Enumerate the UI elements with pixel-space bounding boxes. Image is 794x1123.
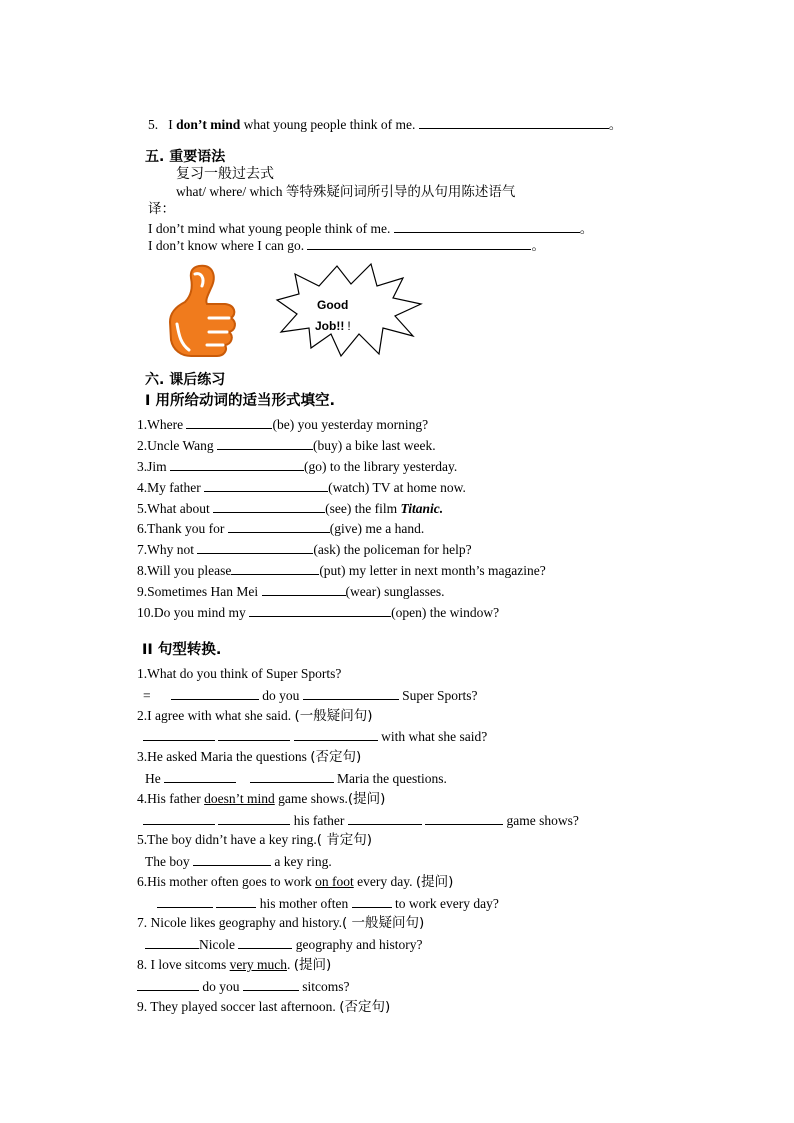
exercise-item-8: 8.Will you please (put) my letter in next month’s magazine? [137,563,546,578]
answer-blank[interactable] [419,116,609,129]
part2-title: II 句型转换. [142,642,222,658]
transform-9: 9. They played soccer last afternoon. (否定句) [137,999,391,1015]
exercise-item-2: 2.Uncle Wang (buy) a bike last week. [137,438,436,453]
transform-7: 7. Nicole likes geography and history.( 一般疑问句) [137,915,425,931]
answer-blank[interactable] [204,479,328,492]
vocab-sentence-5: 5. I don’t mind what young people think of me. 。 [148,117,623,132]
transform-8-answer: do you sitcoms? [137,978,350,995]
answer-blank[interactable] [145,936,199,949]
answer-blank[interactable] [217,437,313,450]
exercise-item-9: 9.Sometimes Han Mei (wear) sunglasses. [137,584,445,599]
transform-8: 8. I love sitcoms very much. (提问) [137,957,332,973]
answer-blank[interactable] [143,728,215,741]
grammar-sentence-2: I don’t know where I can go. 。 [148,238,545,253]
exercise-item-4: 4.My father (watch) TV at home now. [137,480,466,495]
answer-blank[interactable] [348,812,422,825]
answer-blank[interactable] [303,687,399,700]
transform-6-answer: his mother often to work every day? [157,895,499,912]
answer-blank[interactable] [243,978,299,991]
answer-blank[interactable] [307,237,531,250]
exercise-item-5: 5.What about (see) the film Titanic. [137,501,444,516]
transform-3-answer: He Maria the questions. [145,771,447,786]
transform-2-answer: with what she said? [143,728,487,745]
exercise-item-7: 7.Why not (ask) the policeman for help? [137,542,472,557]
practice-heading: 六. 课后练习 [145,372,226,388]
transform-2: 2.I agree with what she said. (一般疑问句) [137,708,373,724]
badge-line2: Job!! ! [315,319,351,333]
answer-blank[interactable] [250,770,334,783]
transform-5: 5.The boy didn’t have a key ring.( 肯定句) [137,832,373,848]
transform-7-answer: Nicole geography and history? [145,936,422,953]
transform-1: 1.What do you think of Super Sports? [137,666,342,681]
answer-blank[interactable] [218,728,290,741]
answer-blank[interactable] [164,770,236,783]
badge-line1: Good [317,298,349,312]
answer-blank[interactable] [238,936,292,949]
exercise-item-1: 1.Where (be) you yesterday morning? [137,417,429,432]
answer-blank[interactable] [186,416,272,429]
thumbs-up-icon [165,262,241,360]
transform-4-answer: his father game shows? [143,812,579,829]
answer-blank[interactable] [425,812,503,825]
grammar-sentence-1: I don’t mind what young people think of me. 。 [148,221,594,236]
grammar-heading: 五. 重要语法 [145,149,226,165]
part1-title: I 用所给动词的适当形式填空. [145,393,335,409]
answer-blank[interactable] [294,728,378,741]
answer-blank[interactable] [231,562,319,575]
exercise-item-6: 6.Thank you for (give) me a hand. [137,521,425,536]
answer-blank[interactable] [262,583,346,596]
translate-label: 译： [148,201,175,217]
answer-blank[interactable] [197,541,313,554]
answer-blank[interactable] [216,895,256,908]
exercise-item-10: 10.Do you mind my (open) the window? [137,605,500,620]
transform-1-answer: = do you Super Sports? [143,688,478,703]
good-job-badge [275,262,423,358]
answer-blank[interactable] [249,604,391,617]
answer-blank[interactable] [352,895,392,908]
answer-blank[interactable] [213,500,325,513]
transform-5-answer: The boy a key ring. [145,854,332,869]
grammar-sub2: what/ where/ which 等特殊疑问词所引导的从句用陈述语气 [176,184,516,199]
answer-blank[interactable] [193,853,271,866]
answer-blank[interactable] [171,687,259,700]
answer-blank[interactable] [143,812,215,825]
answer-blank[interactable] [218,812,290,825]
transform-3: 3.He asked Maria the questions (否定句) [137,749,362,765]
answer-blank[interactable] [394,220,580,233]
answer-blank[interactable] [137,978,199,991]
exercise-item-3: 3.Jim (go) to the library yesterday. [137,459,458,474]
grammar-sub1: 复习一般过去式 [176,166,274,182]
answer-blank[interactable] [228,520,330,533]
transform-4: 4.His father doesn’t mind game shows.(提问) [137,791,386,807]
answer-blank[interactable] [170,458,304,471]
answer-blank[interactable] [157,895,213,908]
transform-6: 6.His mother often goes to work on foot every day. (提问) [137,874,454,890]
